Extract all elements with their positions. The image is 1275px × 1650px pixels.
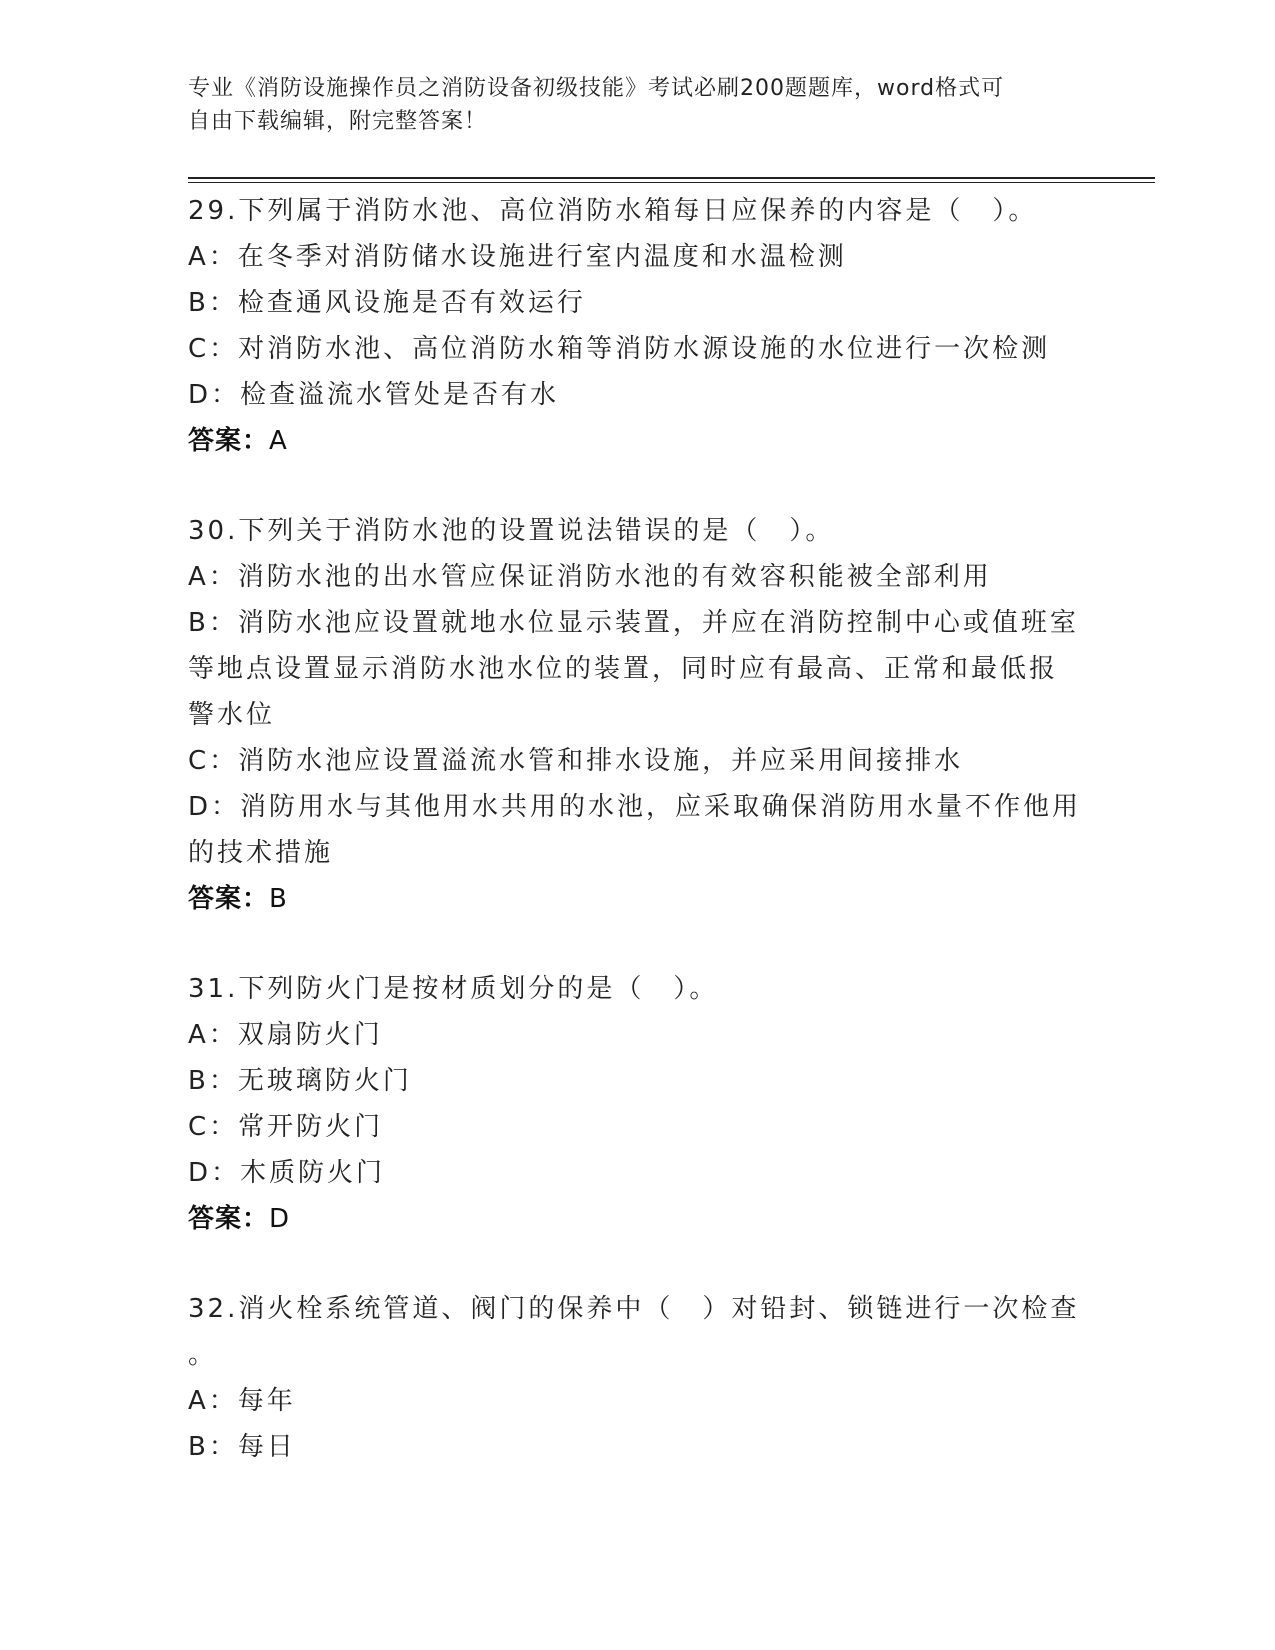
answer-value: D xyxy=(269,1204,291,1234)
question-option: C：常开防火门 xyxy=(188,1112,384,1142)
question-option: D：木质防火门 xyxy=(188,1158,386,1188)
question-item xyxy=(188,1286,1088,1470)
question-option: A：消防水池的出水管应保证消防水池的有效容积能被全部利用 xyxy=(188,562,992,592)
question-option: B：无玻璃防火门 xyxy=(188,1066,412,1096)
answer-label: 答案： xyxy=(188,426,270,456)
question-option: 的技术措施 xyxy=(188,838,334,868)
answer-value: B xyxy=(269,884,288,914)
question-stem: 31.下列防火门是按材质划分的是（ ）。 xyxy=(188,974,719,1004)
question-stem: 。 xyxy=(188,1340,218,1370)
question-option: A：每年 xyxy=(188,1386,296,1416)
question-stem: 32.消火栓系统管道、阀门的保养中（ ）对铅封、锁链进行一次检查 xyxy=(188,1294,1080,1324)
question-item xyxy=(188,508,1088,922)
header-line-2: 自由下载编辑，附完整答案！ xyxy=(188,109,488,134)
question-option: B：每日 xyxy=(188,1432,296,1462)
header-divider xyxy=(188,177,1155,183)
question-stem: 29.下列属于消防水池、高位消防水箱每日应保养的内容是（ ）。 xyxy=(188,196,1038,226)
answer-label: 答案： xyxy=(188,884,270,914)
answer-line xyxy=(188,418,1088,464)
question-option: C：对消防水池、高位消防水箱等消防水源设施的水位进行一次检测 xyxy=(188,334,1051,364)
header-line-1: 专业《消防设施操作员之消防设备初级技能》考试必刷200题题库，word格式可 xyxy=(188,76,1005,101)
answer-value: A xyxy=(269,426,288,456)
question-option: A：双扇防火门 xyxy=(188,1020,383,1050)
question-option: B：检查通风设施是否有效运行 xyxy=(188,288,586,318)
question-item xyxy=(188,188,1088,464)
question-option: D：检查溢流水管处是否有水 xyxy=(188,380,560,410)
question-list xyxy=(188,188,1088,1514)
question-item xyxy=(188,966,1088,1242)
question-option: B：消防水池应设置就地水位显示装置，并应在消防控制中心或值班室 xyxy=(188,608,1079,638)
question-option: D：消防用水与其他用水共用的水池，应采取确保消防用水量不作他用 xyxy=(188,792,1082,822)
document-header xyxy=(188,72,1068,138)
answer-line xyxy=(188,876,1088,922)
question-option: 等地点设置显示消防水池水位的装置，同时应有最高、正常和最低报 xyxy=(188,654,1059,684)
question-option: A：在冬季对消防储水设施进行室内温度和水温检测 xyxy=(188,242,847,272)
answer-line xyxy=(188,1196,1088,1242)
question-option: C：消防水池应设置溢流水管和排水设施，并应采用间接排水 xyxy=(188,746,964,776)
question-option: 警水位 xyxy=(188,700,276,730)
answer-label: 答案： xyxy=(188,1204,270,1234)
question-stem: 30.下列关于消防水池的设置说法错误的是（ ）。 xyxy=(188,516,835,546)
